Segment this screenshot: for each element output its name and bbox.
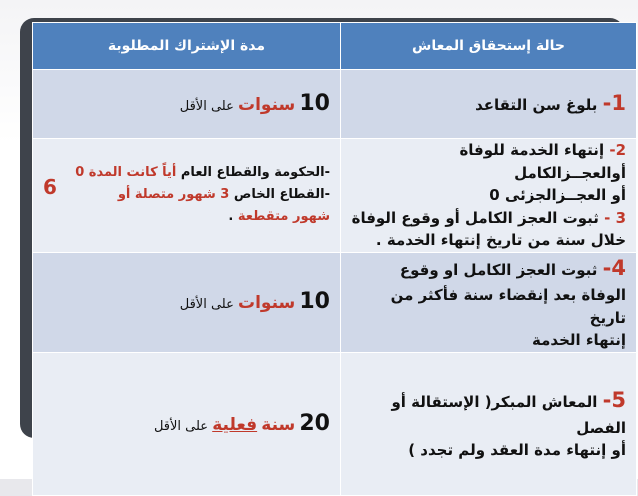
condition-line <box>351 207 626 230</box>
duration-value: 3 شهور متصلة أو <box>117 187 230 203</box>
condition-cell <box>341 352 637 495</box>
condition-line: أو العجــزالجزئى 0 <box>489 186 626 204</box>
duration-cell <box>33 252 341 352</box>
duration-unit: سنة <box>261 414 296 435</box>
table-row <box>33 352 637 495</box>
duration-line <box>43 184 330 206</box>
condition-line <box>351 385 626 439</box>
header-duration: مدة الإشتراك المطلوبة <box>33 23 341 70</box>
duration-line <box>43 162 330 184</box>
condition-number: 2- <box>609 141 626 159</box>
condition-number: 3 - <box>604 208 626 227</box>
condition-text: ثبوت العجز الكامل او وقوع <box>399 260 598 279</box>
duration-unit-actual: فعلية <box>212 414 258 435</box>
duration-cell <box>33 352 341 495</box>
condition-cell <box>341 252 637 352</box>
duration-value: شهور متقطعة <box>237 209 330 225</box>
duration-years: 20 <box>299 410 330 436</box>
duration-suffix: على الأقل <box>179 99 234 115</box>
condition-line <box>351 139 626 184</box>
condition-text: إنتهاء الخدمة للوفاة أوالعجــزالكامل <box>459 141 626 182</box>
duration-line <box>43 206 330 228</box>
duration-cell <box>33 70 341 139</box>
duration-suffix: على الأقل <box>153 418 209 434</box>
header-condition: حالة إستحقاق المعاش <box>341 23 637 70</box>
table-row <box>33 139 637 253</box>
duration-label: -الحكومة والقطاع العام <box>180 165 330 181</box>
duration-unit: سنوات <box>238 293 296 314</box>
condition-line: أو إنتهاء مدة العقد ولم تجدد ) <box>408 441 626 460</box>
duration-unit: سنوات <box>238 95 296 116</box>
condition-number: 4- <box>602 255 626 280</box>
condition-line: إنتهاء الخدمة <box>532 331 626 349</box>
duration-end: . <box>228 209 234 225</box>
table-row <box>33 70 637 139</box>
duration-years: 10 <box>299 289 330 315</box>
duration-years: 10 <box>299 91 330 117</box>
duration-cell <box>33 139 341 253</box>
condition-line <box>351 253 626 285</box>
duration-suffix: على الأقل <box>179 297 234 313</box>
condition-cell <box>341 70 637 139</box>
pension-eligibility-table <box>32 22 637 496</box>
condition-line: الوفاة بعد إنقضاء سنة فأكثر من تاريخ <box>390 286 626 327</box>
condition-cell <box>341 139 637 253</box>
table-row <box>33 252 637 352</box>
condition-line: خلال سنة من تاريخ إنتهاء الخدمة . <box>375 231 626 249</box>
condition-text: بلوغ سن التقاعد <box>475 96 598 115</box>
duration-label: -القطاع الخاص <box>233 187 330 203</box>
condition-number: 5- <box>602 388 626 413</box>
condition-number: 1- <box>602 91 626 116</box>
table-header-row <box>33 23 637 70</box>
duration-six: 6 <box>43 175 57 200</box>
condition-text: المعاش المبكر( الإستقالة أو الفصل <box>391 393 626 437</box>
condition-text: ثبوت العجز الكامل أو وقوع الوفاة <box>351 208 599 227</box>
duration-value: أياً كانت المدة 0 <box>75 165 177 181</box>
